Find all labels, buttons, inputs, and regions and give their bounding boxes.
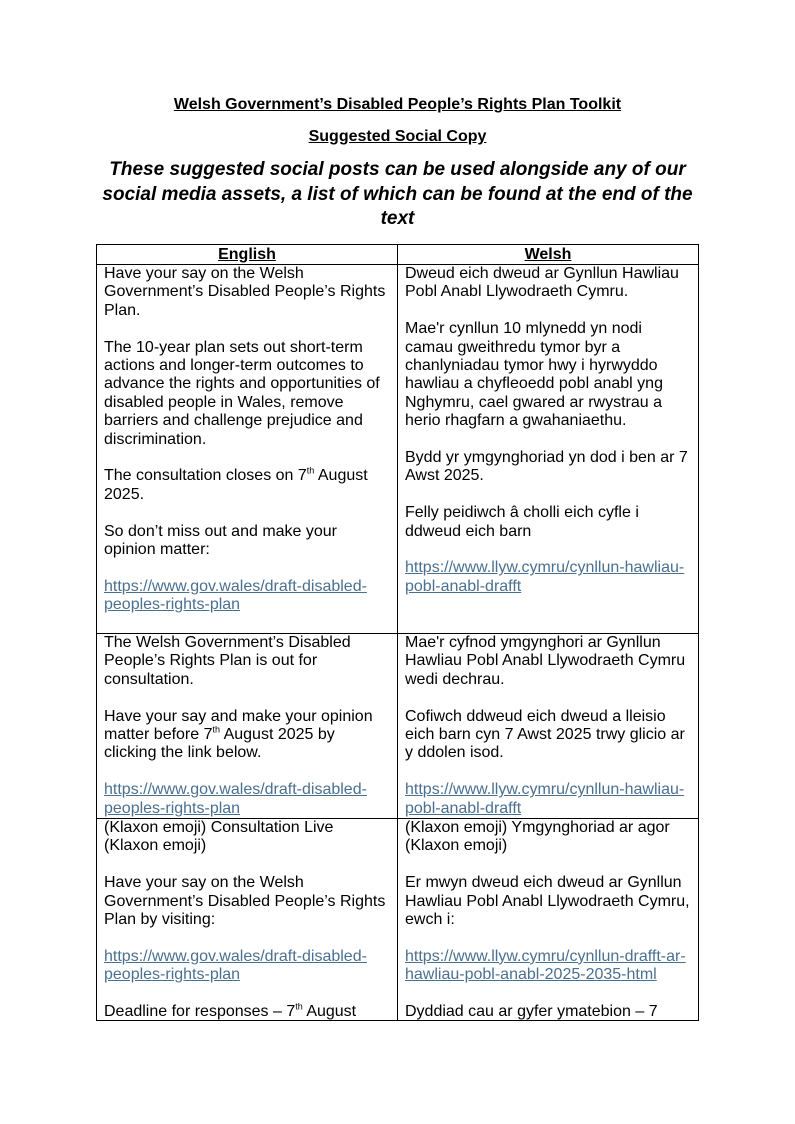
post-text: Deadline for responses – 7th August: [104, 1001, 357, 1021]
table-row: [97, 634, 699, 819]
post-text: (Klaxon emoji) Ymgynghoriad ar agor (Klaxon emoji): [405, 819, 670, 855]
post-text: Have your say and make your opinion matter before 7th August 2025 by clicking the link below.: [104, 707, 373, 762]
document-title: Welsh Government’s Disabled People’s Rights Plan Toolkit: [173, 96, 622, 113]
post-text: Dyddiad cau ar gyfer ymatebion – 7: [405, 1003, 658, 1021]
post-text: Cofiwch ddweud eich dweud a lleisio eich barn cyn 7 Awst 2025 trwy glicio ar y ddolen isod.: [405, 707, 685, 762]
post-text: The consultation closes on 7th August 2025.: [104, 466, 368, 503]
consultation-link[interactable]: https://www.llyw.cymru/cynllun-hawliau-pobl-anabl-drafft: [405, 559, 685, 595]
post-text: So don’t miss out and make your opinion matter:: [104, 522, 338, 559]
table-row: [97, 819, 699, 1021]
intro-text: These suggested social posts can be used alongside any of our social media assets, a list of which can be found at the end of the text: [102, 159, 693, 229]
post-text: Mae'r cyfnod ymgynghori ar Gynllun Hawliau Pobl Anabl Llywodraeth Cymru wedi dechrau.: [405, 634, 686, 688]
post-text: Have your say on the Welsh Government’s Disabled People’s Rights Plan.: [104, 265, 386, 319]
document-subtitle: Suggested Social Copy: [308, 128, 487, 145]
header-welsh: Welsh: [398, 245, 699, 265]
english-cell: [97, 634, 398, 819]
post-text: Mae'r cynllun 10 mlynedd yn nodi camau gweithredu tymor byr a chanlyniadau tymor hwy i hyrwyddo hawliau a chyfleoedd pobl anabl yng Nghymru, cael gwared ar rwystrau a herio rhagfarn a gwahaniaethu.: [405, 320, 663, 430]
post-text: Er mwyn dweud eich dweud ar Gynllun Hawliau Pobl Anabl Llywodraeth Cymru, ewch i:: [405, 874, 690, 929]
consultation-link[interactable]: https://www.gov.wales/draft-disabled-peoples-rights-plan: [104, 577, 367, 614]
post-text: Dweud eich dweud ar Gynllun Hawliau Pobl Anabl Llywodraeth Cymru.: [405, 265, 679, 301]
post-text: Felly peidiwch â cholli eich cyfle i ddweud eich barn: [405, 504, 639, 540]
post-text: (Klaxon emoji) Consultation Live (Klaxon emoji): [104, 819, 334, 855]
social-copy-table: [96, 244, 699, 1021]
english-cell: [97, 819, 398, 1021]
table-row: [97, 265, 699, 634]
consultation-link[interactable]: https://www.llyw.cymru/cynllun-hawliau-pobl-anabl-drafft: [405, 781, 685, 817]
table-header-row: [97, 245, 699, 265]
post-text: Bydd yr ymgynghoriad yn dod i ben ar 7 Awst 2025.: [405, 449, 688, 485]
post-text: Have your say on the Welsh Government’s Disabled People’s Rights Plan by visiting:: [104, 874, 386, 929]
consultation-link[interactable]: https://www.llyw.cymru/cynllun-drafft-ar-hawliau-pobl-anabl-2025-2035-html: [405, 947, 686, 984]
english-cell: [97, 265, 398, 634]
header-english: English: [97, 245, 398, 265]
welsh-cell: [398, 634, 699, 819]
consultation-link[interactable]: https://www.gov.wales/draft-disabled-peoples-rights-plan: [104, 947, 367, 984]
welsh-cell: [398, 819, 699, 1021]
post-text: The 10-year plan sets out short-term actions and longer-term outcomes to advance the rights and opportunities of disabled people in Wales, remove barriers and challenge prejudice and discrimination.: [104, 338, 380, 448]
post-text: The Welsh Government’s Disabled People’s Rights Plan is out for consultation.: [104, 634, 351, 688]
consultation-link[interactable]: https://www.gov.wales/draft-disabled-peoples-rights-plan: [104, 781, 367, 817]
welsh-cell: [398, 265, 699, 634]
